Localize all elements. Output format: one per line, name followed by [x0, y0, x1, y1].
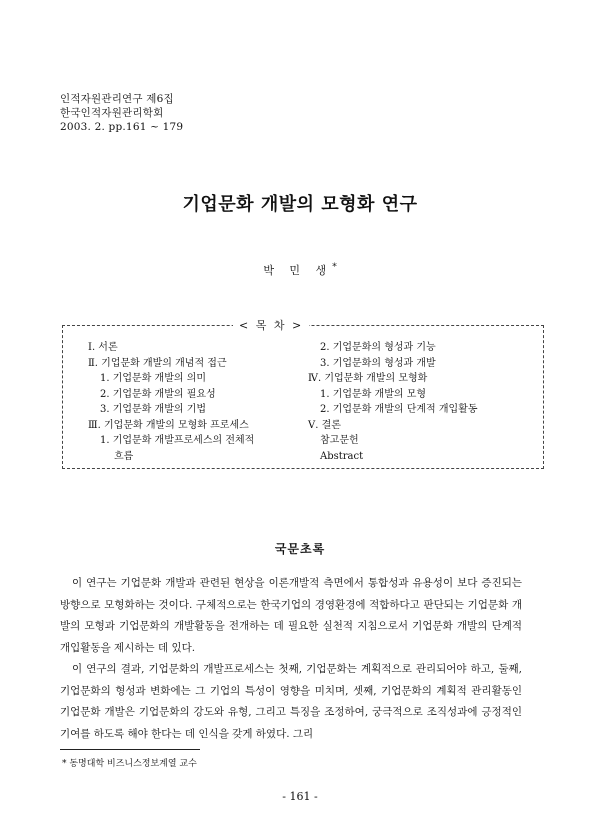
toc-item: Ⅳ. 기업문화 개발의 모형화: [308, 373, 428, 384]
toc-item: Ⅰ. 서론: [88, 342, 118, 353]
toc-item: 흐름: [114, 450, 134, 462]
author-name: 박 민 생: [263, 264, 333, 277]
toc-item: 1. 기업문화 개발의 모형: [320, 388, 427, 400]
paper-title: 기업문화 개발의 모형화 연구: [182, 194, 418, 215]
toc-item: 2. 기업문화의 형성과 기능: [320, 342, 436, 353]
table-of-contents: [62, 319, 544, 469]
toc-item: 2. 기업문화 개발의 단계적 개입활동: [320, 404, 478, 415]
page-number: - 161 -: [282, 790, 318, 803]
toc-item: Ⅱ. 기업문화 개발의 개념적 접근: [88, 357, 227, 369]
journal-header: [60, 92, 183, 134]
toc-item: 2. 기업문화 개발의 필요성: [100, 388, 216, 400]
toc-item: 1. 기업문화 개발의 의미: [100, 373, 207, 384]
footnote-divider: [60, 749, 200, 750]
author-footnote-mark: *: [332, 262, 337, 273]
abstract-body: [60, 573, 522, 745]
abstract-paragraph: 이 연구는 기업문화 개발과 관련된 현상을 이론개발적 측면에서 통합성과 유용성이 보다 증진되는 방향으로 모형화하는 것이다. 구체적으로는 한국기업의 경영환경에 적합하다고 판단되는 기업문화 개발의 모형과 기업문화의 개발활동을 전개하는 데 필요한 실천적 지침으로서 기업문화 개발의 단계적 개입활동을 제시하는 데 있다.: [60, 577, 522, 654]
society-name: 한국인적자원관리학회: [60, 107, 164, 119]
journal-citation: 2003. 2. pp.161 ~ 179: [60, 121, 184, 133]
toc-item: 3. 기업문화의 형성과 개발: [320, 357, 436, 369]
toc-item: 1. 기업문화 개발프로세스의 전체적: [100, 435, 255, 446]
author: [0, 262, 600, 278]
toc-item: Ⅲ. 기업문화 개발의 모형화 프로세스: [88, 419, 249, 431]
toc-item: 참고문헌: [320, 435, 359, 446]
toc-heading: < 목 차 >: [233, 317, 309, 333]
journal-name: 인적자원관리연구 제6집: [60, 93, 174, 105]
author-affiliation-footnote: * 동명대학 비즈니스정보계열 교수: [62, 759, 197, 769]
abstract-heading: 국문초록: [274, 542, 326, 556]
toc-right-column: [308, 340, 478, 464]
toc-item: 3. 기업문화 개발의 기법: [100, 404, 207, 415]
abstract-paragraph: 이 연구의 결과, 기업문화의 개발프로세스는 첫째, 기업문화는 계획적으로 관리되어야 하고, 둘째, 기업문화의 형성과 변화에는 그 기업의 특성이 영향을 미치며, 셋째, 기업문화의 계획적 관리활동인 기업문화 개발은 기업문화의 강도와 유형, 그리고 특징을 조정하여, 궁극적으로 조직성과에 긍정적인 기여를 하도록 해야 한다는 데 인식을 갖게 하였다. 그리: [60, 663, 522, 740]
toc-item: Abstract: [320, 450, 364, 462]
toc-left-column: [88, 340, 254, 464]
toc-item: Ⅴ. 결론: [308, 419, 341, 431]
